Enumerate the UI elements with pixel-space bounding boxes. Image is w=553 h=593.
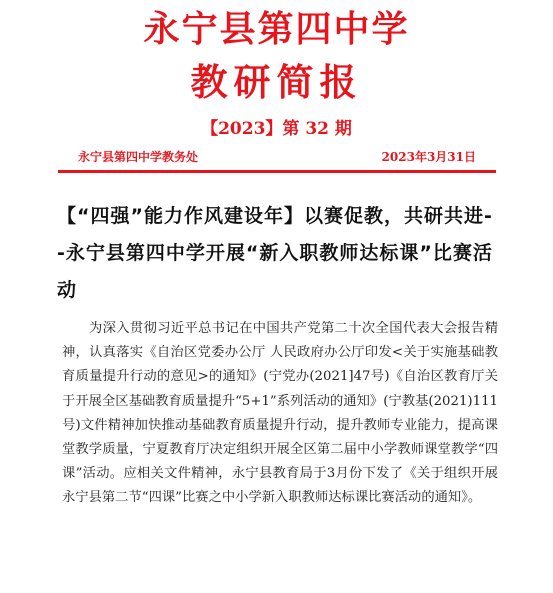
publisher: 永宁县第四中学教务处 [78, 150, 199, 164]
article-paragraph: 为深入贯彻习近平总书记在中国共产党第二十次全国代表大会报告精神，认真落实《自治区党委办公厅 人民政府办公厅印发<关于实施基础教育质量提升行动的意见>的通知》(宁党办(2021]47号)《自治区教育厅关于开展全区基础教育质量提升“5+1”系列活动的通知》(宁教基(2021)111 号)文件精神加快推动基础教育质量提升行动，提升教师专业能力，提高课堂教学质量，宁夏教育厅决定组织开展全区第二届中小学教师课堂教学“四课”活动。应相关文件精神，永宁县教育局于3月份下发了《关于组织开展永宁县第二节“四课”比赛之中小学新入职教师达标课比赛活动的通知》。 [62, 321, 498, 506]
publish-date: 2023年3月31日 [381, 150, 476, 164]
school-name: 永宁县第四中学 [143, 9, 410, 50]
publication-title: 教研简报 [190, 61, 363, 104]
article-title: 【“四强”能力作风建设年】以赛促教，共研共进--永宁县第四中学开展“新入职教师达标课”比赛活动 [57, 205, 493, 301]
issue-number: 【2023】第 32 期 [201, 119, 352, 139]
masthead-divider [58, 170, 496, 173]
